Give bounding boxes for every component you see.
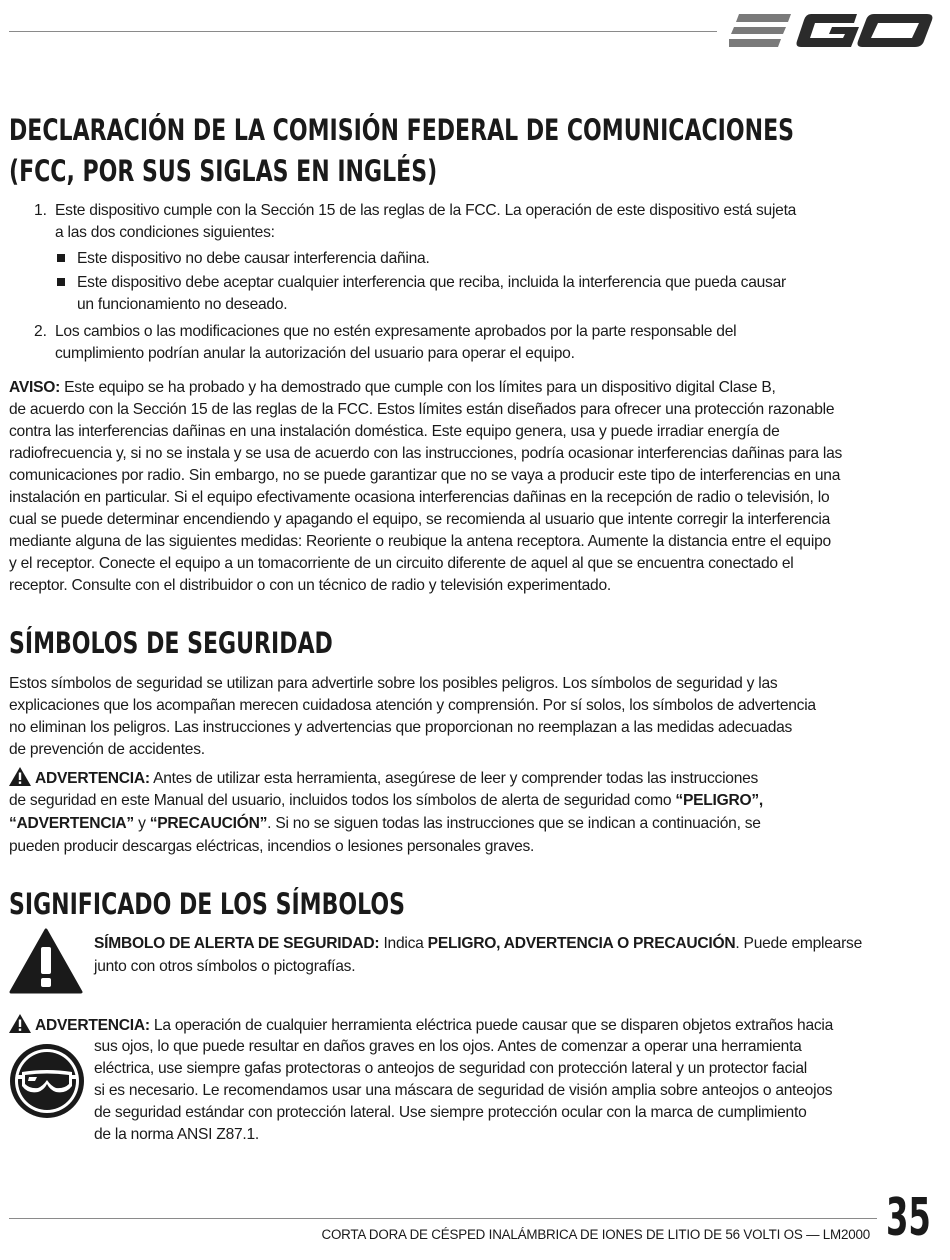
notice-line: mediante alguna de las siguientes medidas: Reoriente o reubique la antena receptora. Aumente la distancia entre el equipo (9, 533, 831, 550)
footer-rule (9, 1218, 877, 1219)
alert-text: Indica (383, 935, 424, 952)
warning-text: . Si no se siguen todas las instrucciones que se indican a continuación, se (267, 815, 761, 832)
list-item-text: Los cambios o las modificaciones que no estén expresamente aprobados por la parte responsable del (55, 323, 737, 340)
notice-line: receptor. Consulte con el distribuidor o con un técnico de radio y televisión experimentado. (9, 577, 611, 594)
list-item-text: a las dos condiciones siguientes: (55, 224, 275, 241)
safety-alert-icon (9, 928, 83, 994)
footer-product-title: CORTA DORA DE CÉSPED INALÁMBRICA DE IONES DE LITIO DE 56 VOLTI OS — LM2000 (321, 1227, 870, 1242)
notice-line: contra las interferencias dañinas en una instalación doméstica. Este equipo genera, usa y puede irradiar energía de (9, 423, 780, 440)
fcc-title-line2: (FCC, POR SUS SIGLAS EN INGLÉS) (9, 154, 438, 188)
fcc-title-line1: DECLARACIÓN DE LA COMISIÓN FEDERAL DE COMUNICACIONES (9, 113, 794, 147)
bullet-text: Este dispositivo no debe causar interferencia dañina. (77, 250, 430, 267)
eye-warning-text: si es necesario. Le recomendamos usar una máscara de seguridad de visión amplia sobre anteojos o anteojos (94, 1082, 833, 1099)
eye-warning-text: La operación de cualquier herramienta eléctrica puede causar que se disparen objetos extraños hacia (153, 1017, 834, 1034)
safety-intro-line: explicaciones que los acompañan merecen cuidadosa atención y comprensión. Por sí solos, los símbolos de advertencia (9, 697, 816, 714)
eye-warning-text: de seguridad estándar con protección lateral. Use siempre protección ocular con la marca de cumplimiento (94, 1104, 807, 1121)
notice-line: comunicaciones por radio. Sin embargo, no se puede garantizar que no se vaya a producir este tipo de interferencias en una (9, 467, 841, 484)
alert-text: . Puede emplearse (735, 935, 863, 952)
eye-warning-label: ADVERTENCIA: (35, 1017, 150, 1034)
meaning-title: SIGNIFICADO DE LOS SÍMBOLOS (9, 887, 405, 921)
alert-label: SÍMBOLO DE ALERTA DE SEGURIDAD: (94, 935, 380, 952)
notice-line: instalación en particular. Si el equipo efectivamente ocasiona interferencias dañinas en la recepción de radio o televisión, lo (9, 489, 830, 506)
warning-text: y (138, 815, 146, 832)
bullet-text: Este dispositivo debe aceptar cualquier interferencia que reciba, incluida la interferencia que pueda causar (77, 274, 786, 291)
list-number: 2. (34, 323, 48, 340)
notice-line: de acuerdo con la Sección 15 de las reglas de la FCC. Estos límites están diseñados para ofrecer una protección razonable (9, 401, 835, 418)
page-number: 35 (886, 1188, 931, 1248)
notice-line: y el receptor. Conecte el equipo a un tomacorriente de un circuito diferente de aquel al que se encuentra conectado el (9, 555, 794, 572)
safety-title: SÍMBOLOS DE SEGURIDAD (9, 626, 333, 660)
warning-text: Antes de utilizar esta herramienta, asegúrese de leer y comprender todas las instrucciones (153, 770, 759, 787)
warning-label: ADVERTENCIA: (35, 770, 150, 787)
safety-intro-line: de prevención de accidentes. (9, 741, 205, 758)
warning-triangle-icon (9, 1014, 31, 1033)
list-item-text: cumplimiento podrían anular la autorización del usuario para operar el equipo. (55, 345, 575, 362)
eye-protection-icon (8, 1042, 86, 1120)
notice-line: cual se puede determinar encendiendo y apagando el equipo, se recomienda al usuario que intente corregir la interferencia (9, 511, 831, 528)
notice-line: Este equipo se ha probado y ha demostrado que cumple con los límites para un dispositivo digital Clase B, (64, 379, 776, 396)
bullet-icon (57, 278, 65, 286)
safety-intro-line: Estos símbolos de seguridad se utilizan para advertirle sobre los posibles peligros. Los símbolos de seguridad y las (9, 675, 778, 692)
header-rule (9, 31, 717, 32)
eye-warning-text: de la norma ANSI Z87.1. (94, 1126, 260, 1143)
bullet-text: un funcionamiento no deseado. (77, 296, 288, 313)
notice-line: radiofrecuencia y, si no se instala y se usa de acuerdo con las instrucciones, podría ocasionar interferencias dañinas para las (9, 445, 843, 462)
safety-intro-line: no eliminan los peligros. Las instrucciones y advertencias que proporcionan no reemplazan a las medidas adecuadas (9, 719, 793, 736)
ego-logo (729, 4, 935, 56)
notice-label: AVISO: (9, 379, 61, 396)
eye-warning-text: sus ojos, lo que puede resultar en daños graves en los ojos. Antes de comenzar a operar una herramienta (94, 1038, 802, 1055)
list-item-text: Este dispositivo cumple con la Sección 15 de las reglas de la FCC. La operación de este dispositivo está sujeta (55, 202, 797, 219)
warning-text: pueden producir descargas eléctricas, incendios o lesiones personales graves. (9, 838, 535, 855)
bullet-icon (57, 254, 65, 262)
warning-keyword-advertencia: “ADVERTENCIA” (9, 815, 134, 832)
warning-keyword-peligro: “PELIGRO”, (675, 792, 763, 809)
alert-keywords: PELIGRO, ADVERTENCIA O PRECAUCIÓN (427, 935, 736, 952)
warning-keyword-precaucion: “PRECAUCIÓN” (149, 815, 268, 832)
warning-text: de seguridad en este Manual del usuario, incluidos todos los símbolos de alerta de seguridad como (9, 792, 672, 809)
list-number: 1. (34, 202, 48, 219)
warning-triangle-icon (9, 767, 31, 786)
alert-text: junto con otros símbolos o pictografías. (94, 958, 356, 975)
eye-warning-text: eléctrica, use siempre gafas protectoras o anteojos de seguridad con protección lateral y un protector facial (94, 1060, 807, 1077)
